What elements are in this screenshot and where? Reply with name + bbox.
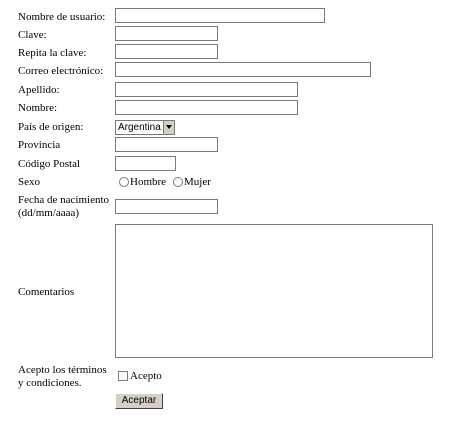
terms-label-line1: Acepto los términos — [18, 364, 107, 376]
username-input[interactable] — [115, 8, 325, 23]
email-label: Correo electrónico: — [18, 65, 104, 77]
repeat-password-input[interactable] — [115, 44, 218, 59]
terms-checkbox[interactable] — [118, 371, 128, 381]
lastname-label: Apellido: — [18, 84, 60, 96]
terms-label-line2: y condiciones. — [18, 377, 82, 389]
repeat-password-label: Repita la clave: — [18, 47, 87, 59]
username-label: Nombre de usuario: — [18, 11, 106, 23]
postal-code-input[interactable] — [115, 156, 176, 171]
firstname-input[interactable] — [115, 100, 298, 115]
province-label: Provincia — [18, 139, 61, 151]
country-label: País de origen: — [18, 121, 84, 133]
email-input[interactable] — [115, 62, 371, 77]
sex-label: Sexo — [18, 176, 40, 188]
birthdate-label-line1: Fecha de nacimiento — [18, 194, 110, 206]
lastname-input[interactable] — [115, 82, 298, 97]
radio-hombre-label: Hombre — [130, 176, 167, 188]
comments-textarea[interactable] — [115, 224, 433, 358]
password-label: Clave: — [18, 29, 47, 41]
country-select-value: Argentina — [118, 122, 161, 133]
submit-button[interactable]: Aceptar — [115, 393, 163, 409]
radio-mujer[interactable] — [173, 177, 183, 187]
chevron-down-icon[interactable] — [163, 121, 174, 134]
password-input[interactable] — [115, 26, 218, 41]
firstname-label: Nombre: — [18, 102, 58, 114]
postal-code-label: Código Postal — [18, 158, 81, 170]
comments-label: Comentarios — [18, 286, 75, 298]
province-input[interactable] — [115, 137, 218, 152]
birthdate-label-line2: (dd/mm/aaaa) — [18, 207, 80, 219]
birthdate-input[interactable] — [115, 199, 218, 214]
radio-mujer-label: Mujer — [184, 176, 211, 188]
radio-hombre[interactable] — [119, 177, 129, 187]
country-select[interactable] — [115, 120, 175, 135]
terms-checkbox-label: Acepto — [130, 370, 162, 382]
